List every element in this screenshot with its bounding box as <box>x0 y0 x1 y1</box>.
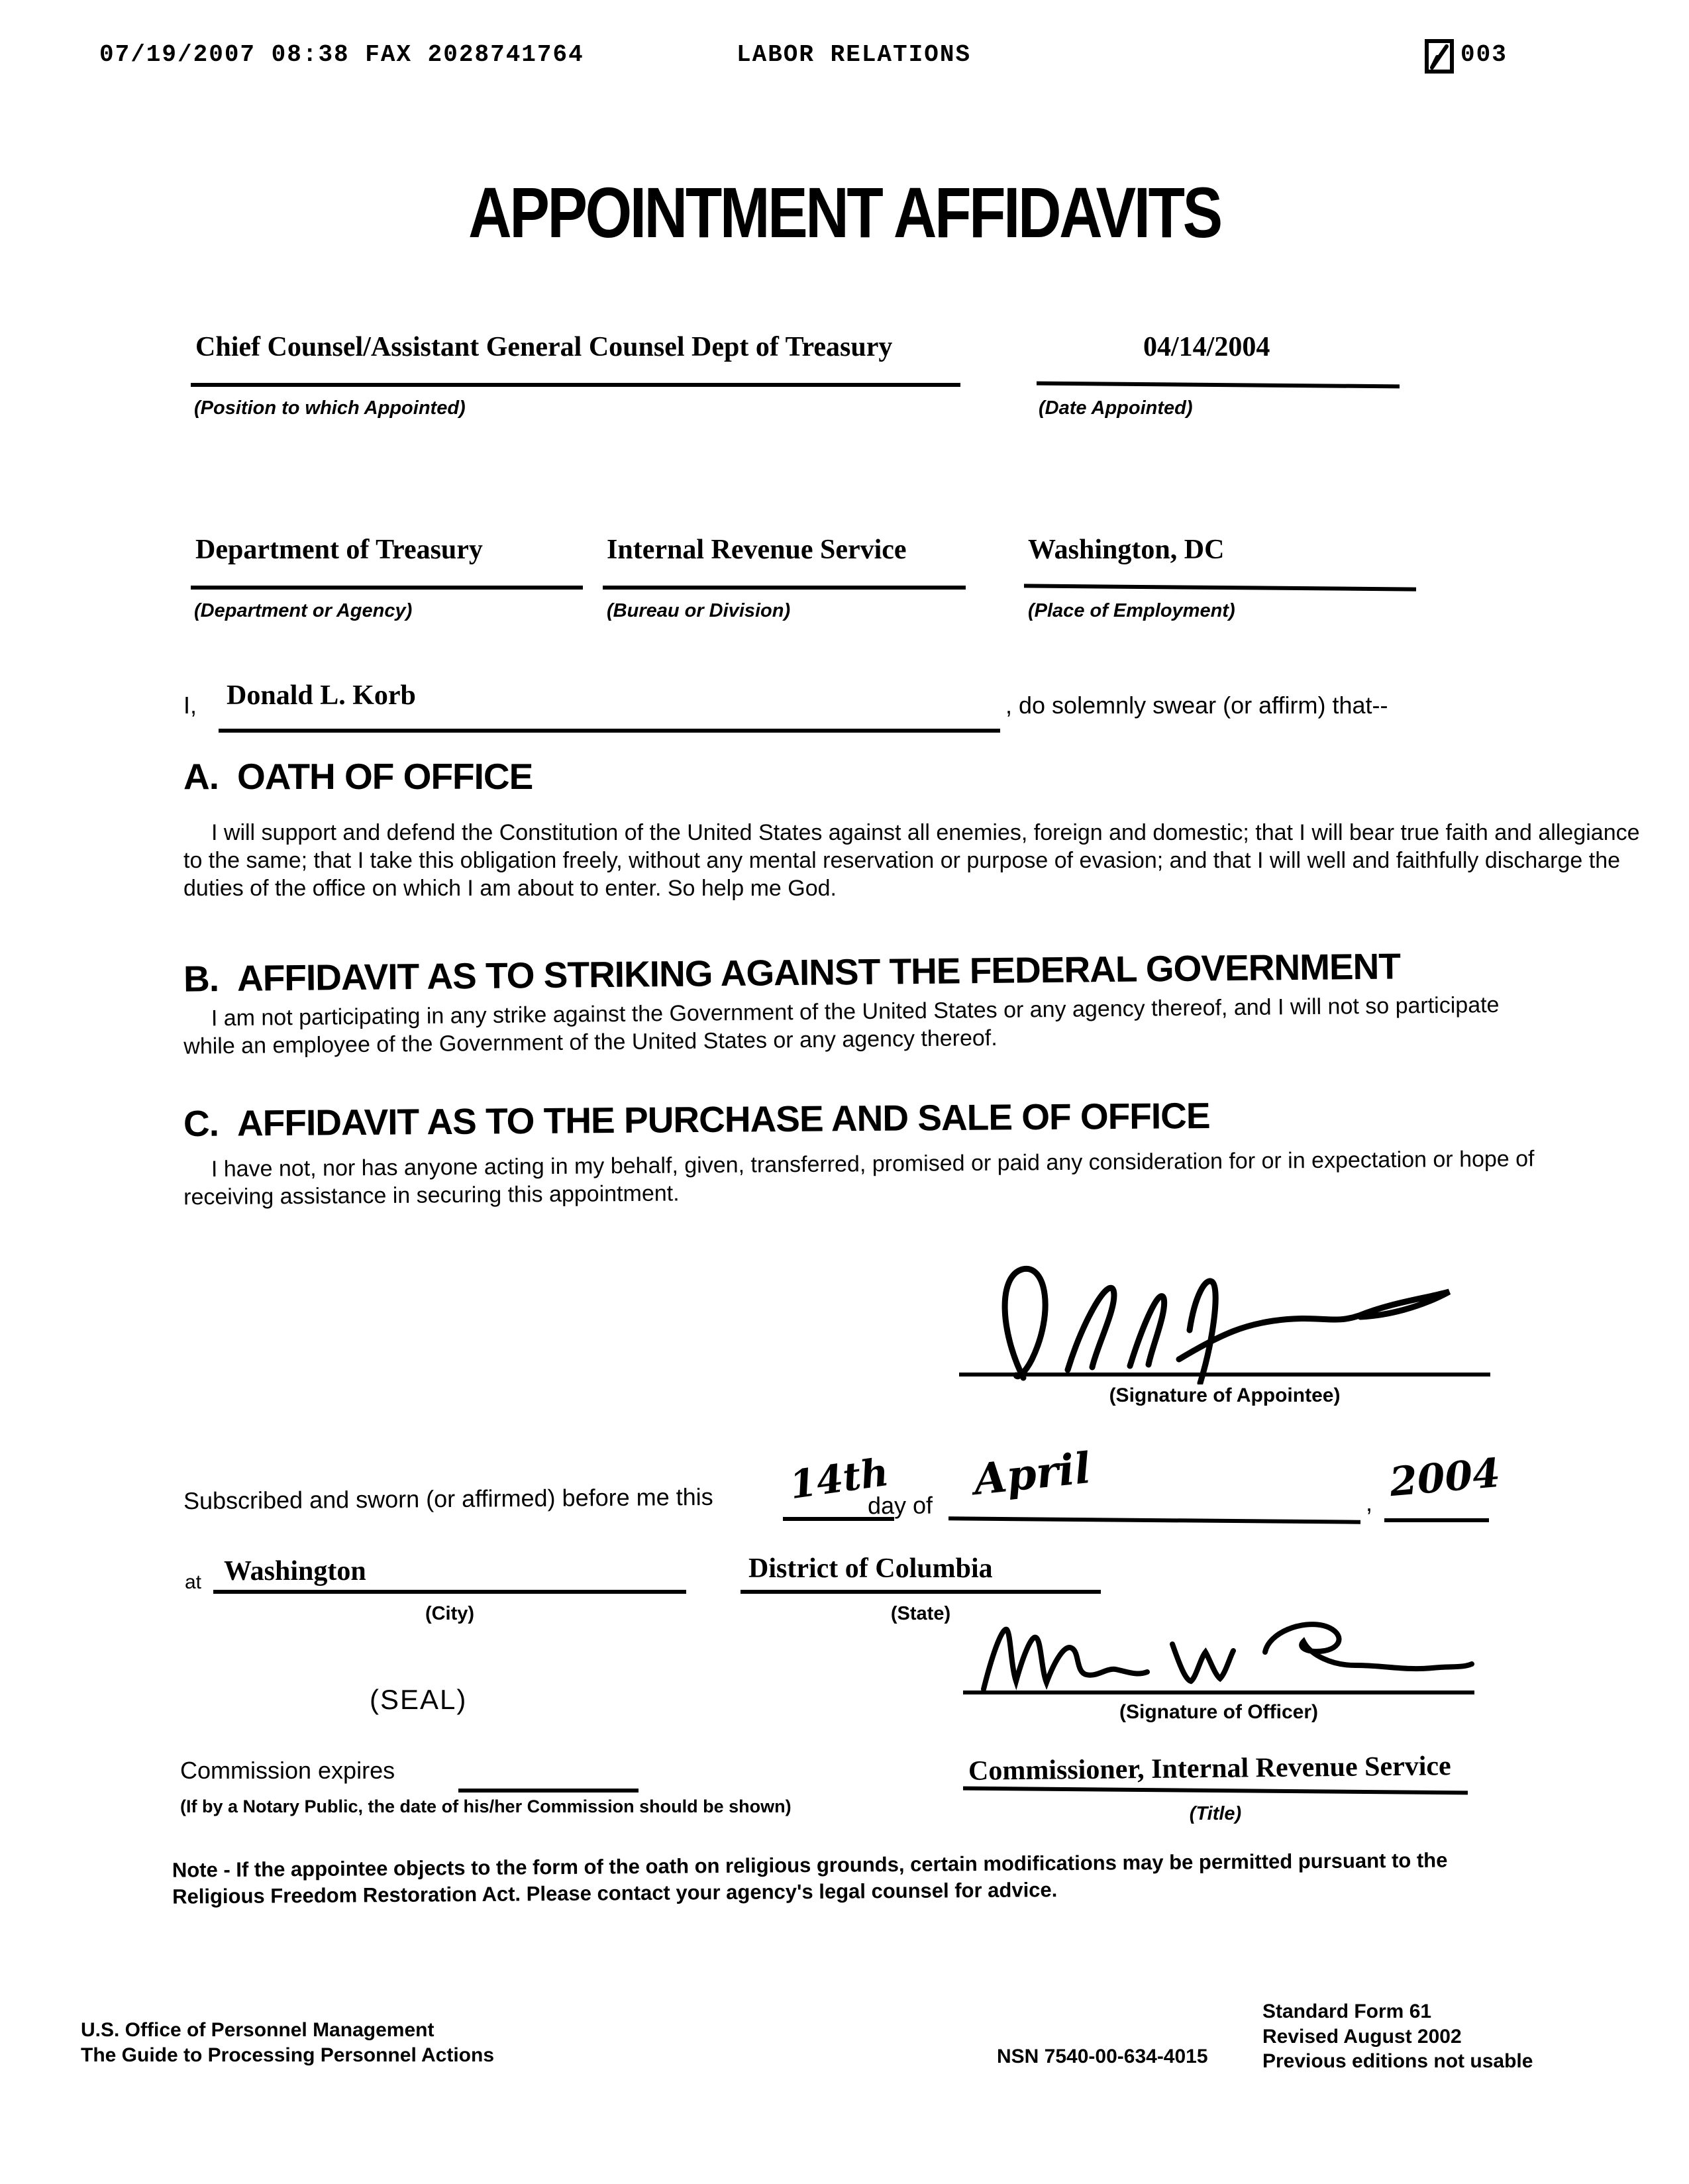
sworn-month-handwritten: April <box>971 1443 1094 1506</box>
section-a-letter: A. <box>183 756 219 797</box>
officer-signature <box>967 1611 1484 1697</box>
appointee-name: Donald L. Korb <box>227 680 416 711</box>
sworn-day-handwritten: 14th <box>786 1449 892 1508</box>
place-underline <box>1024 584 1416 591</box>
state-label: (State) <box>890 1603 951 1624</box>
oath-prefix: I, <box>183 692 197 719</box>
section-a-body: I will support and defend the Constitution of the United States against all enemies, foreign and domestic; that I will bear true faith and allegiance to the same; that I take this obligation freely, without any mental reservation or purpose of evasion; and that I will well and faithfully discharge the duties of the office on which I am about to enter. So help me God. <box>183 820 1640 902</box>
department-label: (Department or Agency) <box>194 600 413 621</box>
commission-expires-underline <box>458 1789 639 1793</box>
footer-form-line1: Standard Form 61 <box>1262 2001 1432 2022</box>
oath-suffix: , do solemnly swear (or affirm) that-- <box>1005 692 1388 719</box>
officer-title-underline <box>963 1787 1468 1795</box>
footer-nsn: NSN 7540-00-634-4015 <box>997 2046 1208 2067</box>
sworn-comma: , <box>1366 1489 1373 1516</box>
name-underline <box>219 729 1000 733</box>
footer-org <box>81 2018 494 2067</box>
section-c-heading <box>183 1094 1210 1145</box>
section-c-body: I have not, nor has anyone acting in my behalf, given, transferred, promised or paid any consideration for or in expectation or hope of receiving assistance in securing this appointment. <box>183 1146 1535 1210</box>
date-appointed-value: 04/14/2004 <box>1143 332 1270 362</box>
form-title-wrap <box>0 171 1689 254</box>
bureau-underline <box>603 586 966 590</box>
form-title: APPOINTMENT AFFIDAVITS <box>468 172 1221 252</box>
officer-signature-label: (Signature of Officer) <box>1119 1701 1318 1723</box>
appointee-signature <box>960 1252 1490 1384</box>
sworn-day-of: day of <box>867 1491 933 1520</box>
section-a-heading <box>183 755 533 798</box>
commission-expires-label: Commission expires <box>180 1757 395 1784</box>
appointee-signature-label: (Signature of Appointee) <box>1109 1384 1341 1406</box>
section-c-heading-text: AFFIDAVIT AS TO THE PURCHASE AND SALE OF OFFICE <box>236 1094 1210 1144</box>
state-value: District of Columbia <box>748 1553 993 1584</box>
date-appointed-underline <box>1037 382 1400 389</box>
section-c-letter: C. <box>183 1102 219 1145</box>
position-underline <box>191 383 960 387</box>
commission-note: (If by a Notary Public, the date of his/her Commission should be shown) <box>180 1796 792 1816</box>
sworn-year-handwritten: 2004 <box>1388 1449 1502 1506</box>
sworn-prefix: Subscribed and sworn (or affirmed) before me this <box>183 1482 713 1515</box>
state-underline <box>741 1590 1101 1594</box>
fax-page-number: 003 <box>1460 41 1508 68</box>
fax-datetime-line: 07/19/2007 08:38 FAX 2028741764 <box>99 41 584 68</box>
location-at: at <box>185 1571 202 1593</box>
footer-form-line3: Previous editions not usable <box>1262 2050 1533 2072</box>
sworn-year-underline <box>1384 1518 1489 1522</box>
position-value: Chief Counsel/Assistant General Counsel Dept of Treasury <box>195 332 893 362</box>
section-b-letter: B. <box>183 958 219 1000</box>
department-underline <box>191 586 583 590</box>
date-appointed-label: (Date Appointed) <box>1039 397 1193 419</box>
department-value: Department of Treasury <box>195 535 483 565</box>
place-value: Washington, DC <box>1028 535 1225 565</box>
fax-center-label: LABOR RELATIONS <box>737 41 972 68</box>
place-label: (Place of Employment) <box>1028 600 1235 621</box>
position-label: (Position to which Appointed) <box>194 397 466 419</box>
officer-title-label: (Title) <box>1189 1803 1242 1824</box>
seal-label: (SEAL) <box>370 1684 468 1715</box>
footer-form-info <box>1262 1999 1533 2074</box>
officer-title-value: Commissioner, Internal Revenue Service <box>968 1751 1451 1787</box>
footer-form-line2: Revised August 2002 <box>1262 2025 1462 2048</box>
officer-signature-line <box>963 1690 1474 1694</box>
city-underline <box>213 1590 686 1594</box>
bureau-label: (Bureau or Division) <box>607 600 791 621</box>
footer-org-line1: U.S. Office of Personnel Management <box>81 2019 435 2041</box>
fax-page-icon <box>1424 38 1455 74</box>
sworn-month-underline <box>948 1516 1360 1524</box>
city-label: (City) <box>425 1603 475 1624</box>
city-value: Washington <box>224 1556 366 1586</box>
section-b-heading-text: AFFIDAVIT AS TO STRIKING AGAINST THE FEDERAL GOVERNMENT <box>236 945 1401 999</box>
appointee-signature-line <box>959 1373 1490 1377</box>
section-b-body: I am not participating in any strike against the Government of the United States or any agency thereof, and I will not so participate while an employee of the Government of the United States or any agency thereof. <box>183 992 1500 1059</box>
section-a-heading-text: OATH OF OFFICE <box>237 756 533 797</box>
footer-org-line2: The Guide to Processing Personnel Actions <box>81 2044 495 2066</box>
bureau-value: Internal Revenue Service <box>607 535 907 565</box>
section-b-heading <box>183 945 1401 1000</box>
religious-note: Note - If the appointee objects to the form of the oath on religious grounds, certain modifications may be permitted pursuant to the Religious Freedom Restoration Act. Please contact your agency's legal counsel for advice. <box>172 1848 1448 1908</box>
